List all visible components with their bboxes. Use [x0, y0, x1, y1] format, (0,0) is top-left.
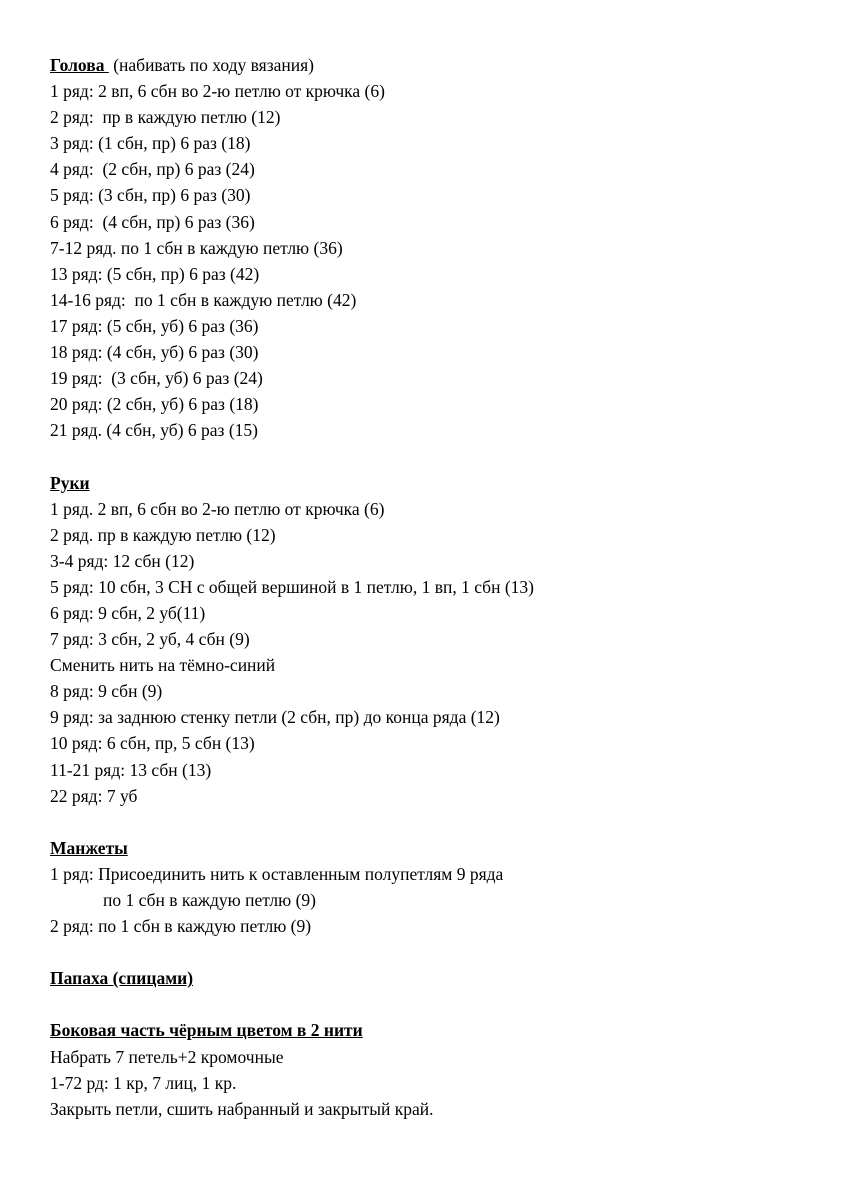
arms-row: 8 ряд: 9 сбн (9) — [50, 681, 163, 702]
document-content — [50, 52, 829, 1122]
cuffs-row: 1 ряд: Присоединить нить к оставленным полупетлям 9 ряда — [50, 863, 504, 884]
side-heading-line — [50, 1017, 829, 1043]
arms-row: 2 ряд. пр в каждую петлю (12) — [50, 524, 276, 545]
head-row: 18 ряд: (4 сбн, уб) 6 раз (30) — [50, 342, 259, 363]
papakha-heading: Папаха (спицами) — [50, 968, 194, 989]
head-row: 4 ряд: (2 сбн, пр) 6 раз (24) — [50, 159, 255, 180]
cuffs-heading-line — [50, 835, 829, 861]
arms-row: 11-21 ряд: 13 сбн (13) — [50, 759, 212, 780]
papakha-heading-line — [50, 965, 829, 991]
section-gap — [50, 939, 829, 965]
head-row: 5 ряд: (3 сбн, пр) 6 раз (30) — [50, 185, 251, 206]
head-row: 3 ряд: (1 сбн, пр) 6 раз (18) — [50, 133, 251, 154]
section-gap — [50, 991, 829, 1017]
head-note: (набивать по ходу вязания) — [108, 55, 315, 75]
arms-row: Сменить нить на тёмно-синий — [50, 655, 276, 676]
head-row: 2 ряд: пр в каждую петлю (12) — [50, 107, 281, 128]
head-row: 13 ряд: (5 сбн, пр) 6 раз (42) — [50, 263, 260, 284]
side-row: Закрыть петли, сшить набранный и закрытый край. — [50, 1098, 434, 1119]
arms-row: 3-4 ряд: 12 сбн (12) — [50, 550, 195, 571]
arms-row: 6 ряд: 9 сбн, 2 уб(11) — [50, 602, 206, 623]
section-gap — [50, 443, 829, 469]
arms-row: 10 ряд: 6 сбн, пр, 5 сбн (13) — [50, 733, 255, 754]
section-gap — [50, 809, 829, 835]
arms-heading-line — [50, 470, 829, 496]
cuffs-row: 2 ряд: по 1 сбн в каждую петлю (9) — [50, 916, 312, 937]
side-row: Набрать 7 петель+2 кромочные — [50, 1046, 284, 1067]
head-row: 20 ряд: (2 сбн, уб) 6 раз (18) — [50, 394, 259, 415]
head-row: 7-12 ряд. по 1 сбн в каждую петлю (36) — [50, 237, 343, 258]
head-row: 21 ряд. (4 сбн, уб) 6 раз (15) — [50, 420, 258, 441]
head-row: 19 ряд: (3 сбн, уб) 6 раз (24) — [50, 368, 263, 389]
side-heading: Боковая часть чёрным цветом в 2 нити — [50, 1020, 363, 1041]
head-row: 6 ряд: (4 сбн, пр) 6 раз (36) — [50, 211, 255, 232]
head-row: 1 ряд: 2 вп, 6 сбн во 2-ю петлю от крючка (6) — [50, 81, 385, 102]
arms-row: 5 ряд: 10 сбн, 3 СН с общей вершиной в 1 петлю, 1 вп, 1 сбн (13) — [50, 576, 534, 597]
head-heading: Голова — [50, 55, 109, 75]
side-row: 1-72 рд: 1 кр, 7 лиц, 1 кр. — [50, 1072, 237, 1093]
arms-row: 1 ряд. 2 вп, 6 сбн во 2-ю петлю от крючка (6) — [50, 498, 385, 519]
head-row: 17 ряд: (5 сбн, уб) 6 раз (36) — [50, 315, 259, 336]
head-heading-line — [50, 52, 829, 78]
arms-row: 7 ряд: 3 сбн, 2 уб, 4 сбн (9) — [50, 629, 250, 650]
cuffs-row-continuation: по 1 сбн в каждую петлю (9) — [103, 890, 317, 910]
arms-row: 22 ряд: 7 уб — [50, 785, 138, 806]
arms-row: 9 ряд: за заднюю стенку петли (2 сбн, пр) до конца ряда (12) — [50, 707, 500, 728]
cuffs-heading: Манжеты — [50, 837, 128, 858]
head-row: 14-16 ряд: по 1 сбн в каждую петлю (42) — [50, 289, 357, 310]
arms-heading: Руки — [50, 472, 90, 493]
